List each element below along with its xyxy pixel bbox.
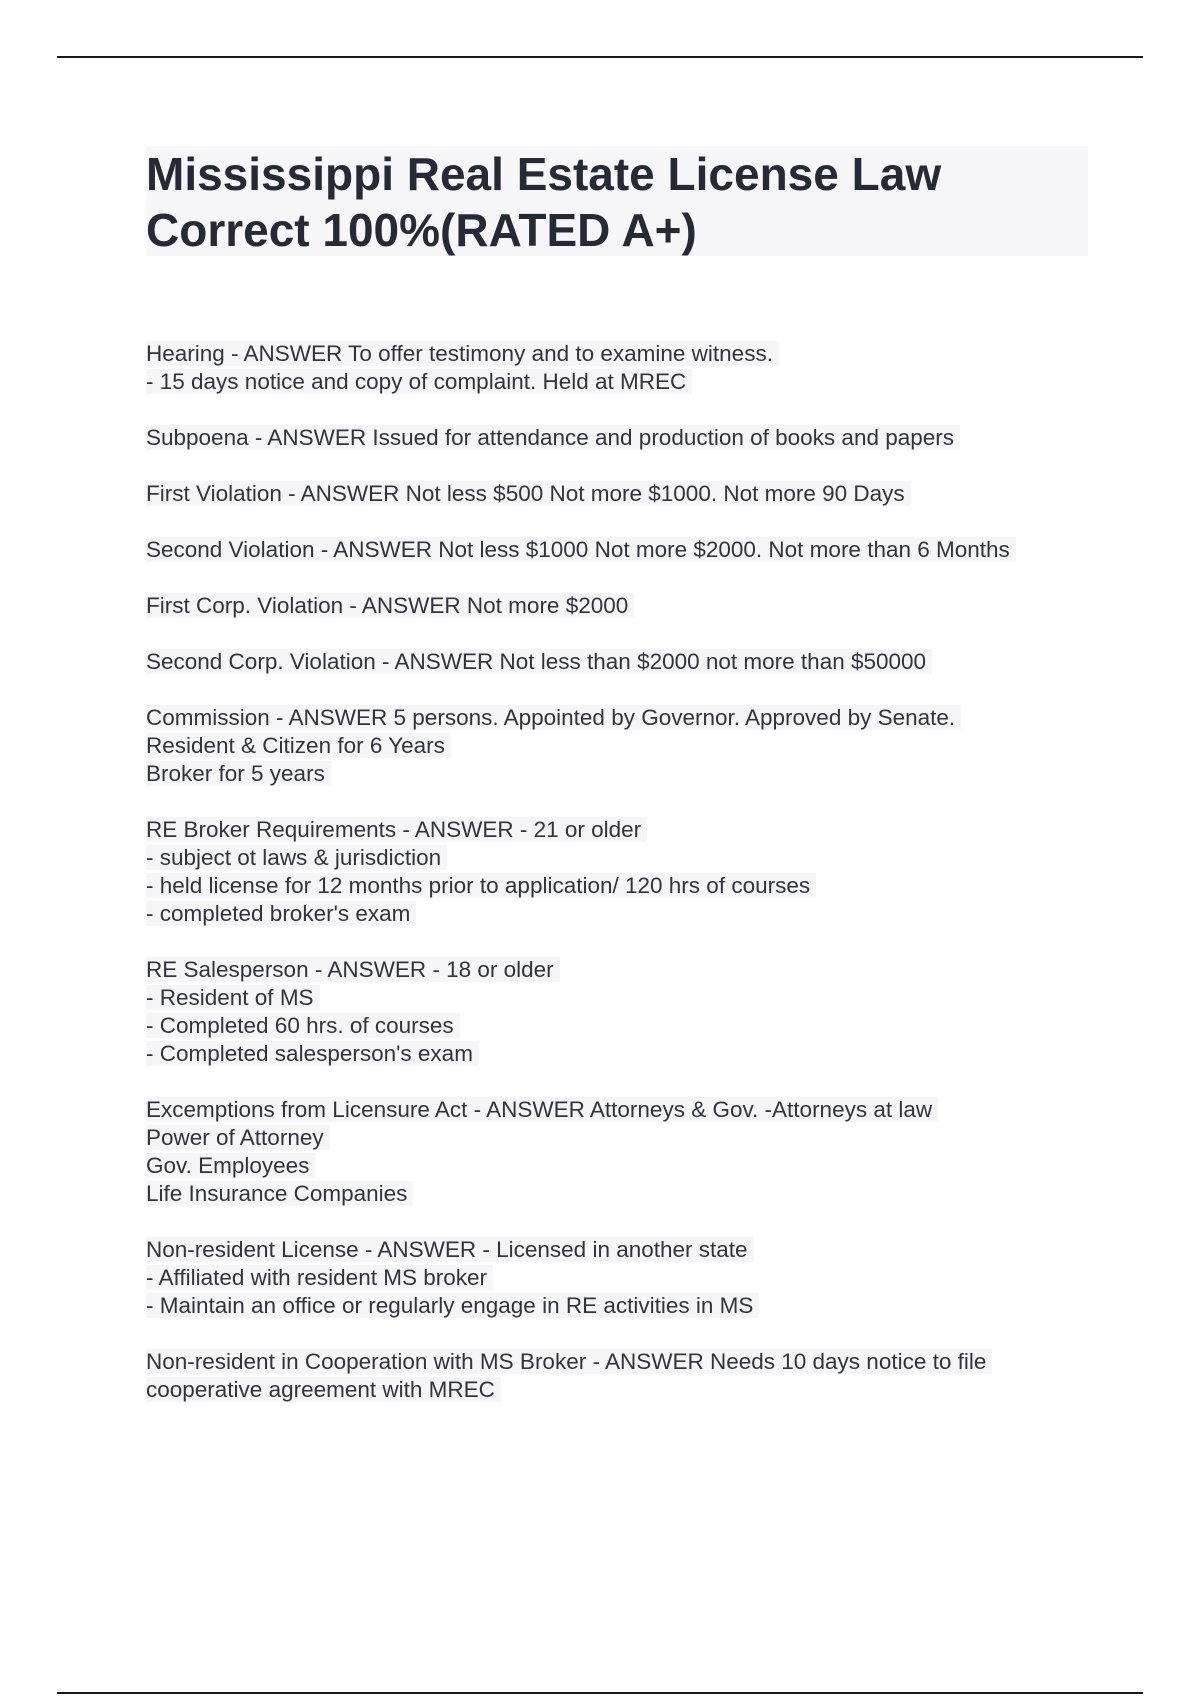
qa-entry-broker-requirements [146,816,1106,928]
qa-line: Non-resident in Cooperation with MS Broker - ANSWER Needs 10 days notice to file [146,1349,992,1374]
qa-line: Subpoena - ANSWER Issued for attendance and production of books and papers [146,425,960,450]
qa-line: Commission - ANSWER 5 persons. Appointed by Governor. Approved by Senate. [146,705,961,730]
qa-line: Resident & Citizen for 6 Years [146,733,451,758]
bottom-rule [57,1692,1143,1694]
qa-line: RE Broker Requirements - ANSWER - 21 or older [146,817,647,842]
qa-entry-subpoena [146,424,1106,452]
qa-line: Gov. Employees [146,1153,315,1178]
qa-entry-non-resident-license [146,1236,1106,1320]
qa-line: - completed broker's exam [146,901,416,926]
qa-line: Second Corp. Violation - ANSWER Not less than $2000 not more than $50000 [146,649,932,674]
qa-line: First Violation - ANSWER Not less $500 Not more $1000. Not more 90 Days [146,481,911,506]
qa-line: First Corp. Violation - ANSWER Not more $2000 [146,593,634,618]
qa-line: - subject ot laws & jurisdiction [146,845,447,870]
qa-line: - Completed salesperson's exam [146,1041,479,1066]
title-line-2: Correct 100%(RATED A+) [146,204,697,256]
title-block [146,146,1088,256]
title-line-1: Mississippi Real Estate License Law [146,148,942,200]
qa-list [146,340,1106,1432]
page-title [146,146,1088,258]
qa-line: - Maintain an office or regularly engage in RE activities in MS [146,1293,759,1318]
qa-line: cooperative agreement with MREC [146,1377,501,1402]
qa-entry-commission [146,704,1106,788]
qa-line: Broker for 5 years [146,761,331,786]
qa-line: Excemptions from Licensure Act - ANSWER Attorneys & Gov. -Attorneys at law [146,1097,938,1122]
top-rule [57,56,1143,58]
qa-entry-second-corp-violation [146,648,1106,676]
qa-entry-second-violation [146,536,1106,564]
qa-line: Life Insurance Companies [146,1181,413,1206]
qa-line: - Resident of MS [146,985,320,1010]
qa-line: - held license for 12 months prior to application/ 120 hrs of courses [146,873,816,898]
qa-entry-exemptions [146,1096,1106,1208]
qa-entry-salesperson [146,956,1106,1068]
qa-entry-first-corp-violation [146,592,1106,620]
qa-line: - Affiliated with resident MS broker [146,1265,493,1290]
qa-line: Non-resident License - ANSWER - Licensed in another state [146,1237,754,1262]
qa-line: Second Violation - ANSWER Not less $1000 Not more $2000. Not more than 6 Months [146,537,1016,562]
qa-line: - 15 days notice and copy of complaint. Held at MREC [146,369,692,394]
qa-line: - Completed 60 hrs. of courses [146,1013,460,1038]
qa-line: Power of Attorney [146,1125,330,1150]
qa-line: RE Salesperson - ANSWER - 18 or older [146,957,560,982]
qa-entry-first-violation [146,480,1106,508]
qa-entry-hearing [146,340,1106,396]
qa-entry-non-resident-cooperation [146,1348,1106,1404]
qa-line: Hearing - ANSWER To offer testimony and to examine witness. [146,341,779,366]
